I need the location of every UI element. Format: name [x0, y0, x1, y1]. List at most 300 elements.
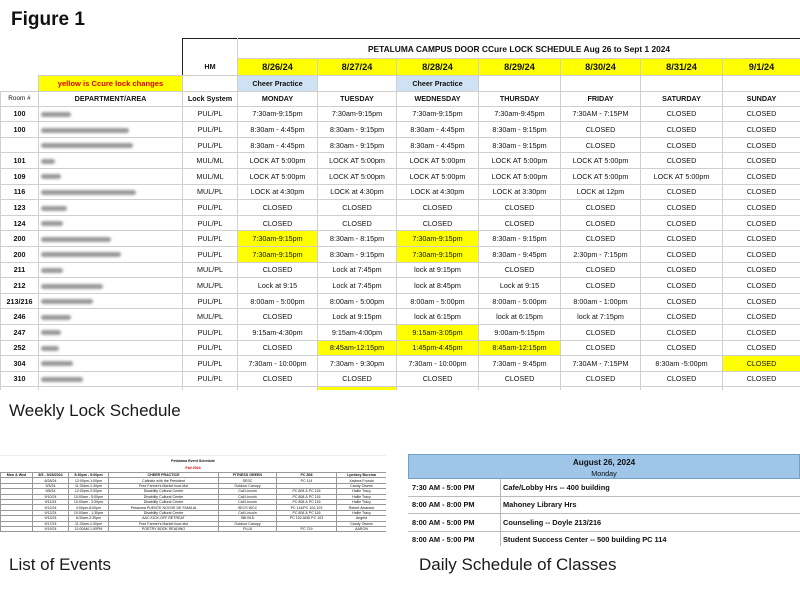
- day-header: SATURDAY: [641, 91, 723, 106]
- daily-date: August 26, 2024: [572, 458, 636, 467]
- event-cell: Free Farmer's Market food dist: [109, 521, 219, 526]
- event-cell: [1, 526, 33, 531]
- day-header: FRIDAY: [561, 91, 641, 106]
- redacted-text: [41, 268, 63, 273]
- schedule-cell: CLOSED: [723, 309, 800, 325]
- date-header: 8/30/24: [561, 59, 641, 76]
- schedule-cell: CLOSED: [561, 200, 641, 216]
- redacted-text: [41, 237, 111, 242]
- schedule-cell: [183, 387, 238, 390]
- schedule-cell: CLOSED: [238, 371, 318, 387]
- caption-weekly: Weekly Lock Schedule: [9, 401, 181, 420]
- schedule-cell: 7:30am - 9:45pm: [479, 356, 561, 372]
- redacted-text: [41, 112, 71, 117]
- event-cell: 9/17/24: [33, 521, 69, 526]
- event-cell: SECS WCC: [219, 505, 277, 510]
- lock-system: MUL/ML: [183, 168, 238, 184]
- schedule-cell: CLOSED: [318, 200, 397, 216]
- caption-events: List of Events: [9, 555, 112, 574]
- day-header: TUESDAY: [318, 91, 397, 106]
- daily-description: Cafe/Lobby Hrs -- 400 building: [503, 482, 610, 492]
- event-cell: Hallie Tracy: [337, 499, 387, 504]
- room-number: [1, 137, 39, 153]
- schedule-cell: CLOSED: [561, 262, 641, 278]
- schedule-cell: CLOSED: [641, 293, 723, 309]
- schedule-cell: 8:30am - 4:45pm: [397, 137, 479, 153]
- room-number: 116: [1, 184, 39, 200]
- event-cell: SBI BLD: [219, 516, 277, 521]
- event-cell: 10:00am - 1:30pm: [69, 510, 109, 515]
- schedule-cell: lock at 9:15pm: [397, 262, 479, 278]
- lock-system: PUL/PL: [183, 371, 238, 387]
- daily-schedule-thumbnail: [408, 454, 800, 546]
- schedule-cell: 8:30am - 4:45pm: [238, 137, 318, 153]
- room-number: 200: [1, 231, 39, 247]
- schedule-cell: 7:30AM - 7:15PM: [561, 106, 641, 122]
- schedule-table: [0, 38, 800, 390]
- event-cell: 12:00pm-2:00pm: [69, 489, 109, 494]
- event-cell: 10:00am - 5:00pm: [69, 494, 109, 499]
- event-cell: Cafecito with the President: [109, 478, 219, 483]
- schedule-cell: CLOSED: [561, 278, 641, 294]
- schedule-cell: CLOSED: [479, 215, 561, 231]
- event-cell: PC 114: [277, 478, 337, 483]
- redacted-text: [41, 159, 55, 164]
- schedule-cell: CLOSED: [723, 137, 800, 153]
- room-number: 252: [1, 340, 39, 356]
- table-row: [1, 278, 800, 294]
- event-cell: Candy Owens: [337, 483, 387, 488]
- lock-system: PUL/PL: [183, 246, 238, 262]
- schedule-cell: LOCK AT 5:00pm: [397, 168, 479, 184]
- schedule-cell: 8:45am-12:15pm: [318, 340, 397, 356]
- schedule-cell: LOCK AT 5:00pm: [561, 168, 641, 184]
- schedule-cell: [318, 387, 397, 390]
- event-cell: PC 808 & PC 116: [277, 489, 337, 494]
- schedule-cell: CLOSED: [641, 246, 723, 262]
- schedule-cell: LOCK AT 5:00pm: [641, 168, 723, 184]
- schedule-cell: LOCK AT 5:00pm: [318, 153, 397, 169]
- event-cell: CHEER PRACTICE: [109, 473, 219, 478]
- event-cell: PC 808 & PC 116: [277, 499, 337, 504]
- schedule-cell: CLOSED: [641, 231, 723, 247]
- schedule-cell: CLOSED: [561, 231, 641, 247]
- lock-system: PUL/PL: [183, 340, 238, 356]
- schedule-cell: 8:30am -5:00pm: [641, 356, 723, 372]
- day-header: THURSDAY: [479, 91, 561, 106]
- event-cell: Candy Owens: [337, 521, 387, 526]
- schedule-cell: 7:30am - 10:00pm: [238, 356, 318, 372]
- schedule-cell: 7:30am-9:15pm: [397, 231, 479, 247]
- lock-system: PUL/PL: [183, 356, 238, 372]
- lock-system: MUL/ML: [183, 153, 238, 169]
- department-redacted: [39, 137, 183, 153]
- schedule-cell: LOCK at 12pm: [561, 184, 641, 200]
- room-number: 247: [1, 324, 39, 340]
- schedule-cell: 8:30am - 9:15pm: [479, 122, 561, 138]
- schedule-cell: CLOSED: [318, 371, 397, 387]
- event-cell: Hallie Tracy: [337, 494, 387, 499]
- schedule-cell: CLOSED: [641, 262, 723, 278]
- event-row: [1, 526, 387, 531]
- event-cell: Robert Alvarado: [337, 505, 387, 510]
- table-row: [1, 371, 800, 387]
- schedule-cell: CLOSED: [641, 371, 723, 387]
- schedule-cell: CLOSED: [723, 184, 800, 200]
- date-header: 8/27/24: [318, 59, 397, 76]
- schedule-cell: [723, 387, 800, 390]
- schedule-cell: [397, 387, 479, 390]
- department-redacted: [39, 309, 183, 325]
- redacted-text: [41, 377, 83, 382]
- schedule-cell: lock at 6:15pm: [479, 309, 561, 325]
- department-redacted: [39, 324, 183, 340]
- department-redacted: [39, 215, 183, 231]
- schedule-cell: CLOSED: [723, 231, 800, 247]
- lock-system: PUL/PL: [183, 122, 238, 138]
- event-cell: 9/12/24: [33, 505, 69, 510]
- table-row: [1, 324, 800, 340]
- daily-row: [408, 497, 800, 515]
- legend-note: yellow is Ccure lock changes: [39, 76, 183, 92]
- event-cell: Disability Cultural Center: [109, 510, 219, 515]
- department-redacted: [39, 106, 183, 122]
- lock-system: PUL/PL: [183, 200, 238, 216]
- department-redacted: [39, 122, 183, 138]
- department-redacted: [39, 371, 183, 387]
- table-row: [1, 262, 800, 278]
- table-row: [1, 200, 800, 216]
- schedule-cell: CLOSED: [238, 262, 318, 278]
- room-number: 213/216: [1, 293, 39, 309]
- event-cell: Call Lincoln: [219, 499, 277, 504]
- event-cell: 4:00pm-8:00pm: [69, 505, 109, 510]
- redacted-text: [41, 284, 103, 289]
- daily-description: Mahoney Library Hrs: [503, 500, 577, 510]
- table-row: [1, 231, 800, 247]
- cheer-practice-label: Cheer Practice: [238, 76, 318, 92]
- weekly-lock-schedule-table: [0, 38, 800, 390]
- schedule-cell: LOCK at 3:30pm: [479, 184, 561, 200]
- event-cell: PC 808 & PC 116: [277, 494, 337, 499]
- schedule-cell: 8:30am - 4:45pm: [397, 122, 479, 138]
- room-number: 109: [1, 168, 39, 184]
- schedule-cell: 8:30am - 9:15pm: [318, 122, 397, 138]
- schedule-cell: 2:30pm - 7:15pm: [561, 246, 641, 262]
- date-header: 8/29/24: [479, 59, 561, 76]
- redacted-text: [41, 346, 59, 351]
- events-subtitle: Fall 2024: [185, 466, 201, 470]
- col-dept-header: DEPARTMENT/AREA: [39, 91, 183, 106]
- event-cell: 12:00pm-1:00pm: [69, 478, 109, 483]
- schedule-cell: LOCK AT 5:00pm: [479, 168, 561, 184]
- schedule-cell: CLOSED: [641, 200, 723, 216]
- table-row: [1, 122, 800, 138]
- department-redacted: [39, 278, 183, 294]
- schedule-cell: CLOSED: [397, 215, 479, 231]
- schedule-cell: 7:30am-9:15pm: [238, 106, 318, 122]
- schedule-cell: LOCK AT 5:00pm: [318, 168, 397, 184]
- event-cell: 11:30am-1:30pm: [69, 521, 109, 526]
- schedule-cell: 8:00am - 1:00pm: [561, 293, 641, 309]
- schedule-cell: CLOSED: [723, 356, 800, 372]
- schedule-cell: LOCK AT 5:00pm: [238, 168, 318, 184]
- schedule-cell: 9:00am-5:15pm: [479, 324, 561, 340]
- event-cell: AARON: [337, 526, 387, 531]
- figure-title: Figure 1: [11, 9, 85, 30]
- events-title: Petaluma Event Schedule: [171, 459, 215, 463]
- schedule-cell: CLOSED: [723, 293, 800, 309]
- event-cell: Hallie Tracy: [337, 510, 387, 515]
- daily-description: Counseling -- Doyle 213/216: [503, 517, 602, 527]
- schedule-title: PETALUMA CAMPUS DOOR CCure LOCK SCHEDULE Aug 26 to Sept 1 2024: [238, 39, 800, 59]
- schedule-cell: 7:30am-9:15pm: [397, 106, 479, 122]
- schedule-cell: CLOSED: [479, 262, 561, 278]
- daily-time: 7:30 AM - 5:00 PM: [408, 479, 501, 496]
- event-cell: 9/3/24: [33, 483, 69, 488]
- table-row: [1, 137, 800, 153]
- schedule-cell: CLOSED: [397, 371, 479, 387]
- schedule-cell: CLOSED: [397, 200, 479, 216]
- schedule-cell: 8:30am - 9:15pm: [318, 137, 397, 153]
- event-cell: Xaviera Frondo: [337, 478, 387, 483]
- event-cell: 5:30pm - 9:00pm: [69, 473, 109, 478]
- daily-row: [408, 532, 800, 547]
- room-number: 246: [1, 309, 39, 325]
- department-redacted: [39, 293, 183, 309]
- event-cell: 11:00AM-1:00PM: [69, 526, 109, 531]
- table-row: [1, 168, 800, 184]
- schedule-cell: LOCK AT 5:00pm: [238, 153, 318, 169]
- table-row: [1, 356, 800, 372]
- table-row: [1, 184, 800, 200]
- schedule-cell: 7:30AM - 7:15PM: [561, 356, 641, 372]
- schedule-cell: LOCK AT 5:00pm: [561, 153, 641, 169]
- daily-day: Monday: [591, 469, 617, 478]
- event-cell: Petaluma PUENTE NOCHE DE FAMILIA: [109, 505, 219, 510]
- schedule-cell: CLOSED: [723, 200, 800, 216]
- event-cell: 9/19/24: [33, 526, 69, 531]
- schedule-cell: 9:15am-3:05pm: [397, 324, 479, 340]
- room-number: 200: [1, 246, 39, 262]
- schedule-cell: LOCK at 4:30pm: [397, 184, 479, 200]
- table-row: [1, 246, 800, 262]
- schedule-cell: Lock at 9:15: [479, 278, 561, 294]
- hm-label: HM: [183, 59, 238, 76]
- event-cell: Angela: [337, 516, 387, 521]
- schedule-cell: CLOSED: [723, 215, 800, 231]
- event-cell: Call Lincoln: [219, 510, 277, 515]
- schedule-cell: lock at 6:15pm: [397, 309, 479, 325]
- event-cell: PC 719: [277, 526, 337, 531]
- event-cell: Outdoor Canopy: [219, 483, 277, 488]
- schedule-cell: CLOSED: [238, 309, 318, 325]
- event-cell: SESC: [219, 478, 277, 483]
- department-redacted: [39, 184, 183, 200]
- cheer-practice-label: Cheer Practice: [397, 76, 479, 92]
- schedule-cell: CLOSED: [561, 122, 641, 138]
- events-table: [0, 472, 386, 532]
- schedule-cell: 8:00am - 5:00pm: [397, 293, 479, 309]
- room-number: 211: [1, 262, 39, 278]
- schedule-cell: CLOSED: [641, 278, 723, 294]
- schedule-cell: 7:30am-9:15pm: [238, 246, 318, 262]
- schedule-cell: CLOSED: [561, 340, 641, 356]
- department-redacted: [39, 262, 183, 278]
- schedule-cell: [39, 387, 183, 390]
- schedule-cell: CLOSED: [561, 324, 641, 340]
- day-header: MONDAY: [238, 91, 318, 106]
- event-cell: PC 808 & PC 116: [277, 510, 337, 515]
- schedule-cell: 1:45pm-4:45pm: [397, 340, 479, 356]
- schedule-cell: 8:30am - 9:45pm: [479, 246, 561, 262]
- schedule-cell: CLOSED: [723, 168, 800, 184]
- schedule-cell: CLOSED: [641, 340, 723, 356]
- daily-time: 8:00 AM - 8:00 PM: [408, 497, 501, 514]
- daily-time: 8:00 AM - 5:00 PM: [408, 532, 501, 547]
- daily-row: [408, 514, 800, 532]
- col-room-header: Room #: [1, 91, 39, 106]
- schedule-cell: CLOSED: [641, 106, 723, 122]
- event-cell: AAC KICK-OFF RETREAT: [109, 516, 219, 521]
- day-header: WEDNESDAY: [397, 91, 479, 106]
- schedule-cell: CLOSED: [561, 137, 641, 153]
- department-redacted: [39, 200, 183, 216]
- schedule-cell: Lock at 9:15pm: [318, 309, 397, 325]
- schedule-cell: [238, 387, 318, 390]
- schedule-cell: CLOSED: [479, 371, 561, 387]
- lock-system: MUL/PL: [183, 184, 238, 200]
- schedule-cell: CLOSED: [723, 246, 800, 262]
- schedule-cell: 8:30am - 9:15pm: [318, 246, 397, 262]
- event-cell: FITNESS GREEN: [219, 473, 277, 478]
- schedule-cell: CLOSED: [318, 215, 397, 231]
- department-redacted: [39, 356, 183, 372]
- schedule-cell: LOCK at 4:30pm: [238, 184, 318, 200]
- schedule-cell: 7:30am-9:15pm: [318, 106, 397, 122]
- event-cell: Disability Cultural Center: [109, 499, 219, 504]
- schedule-cell: 8:45am-12:15pm: [479, 340, 561, 356]
- event-cell: PC 114/PC 102,103: [277, 505, 337, 510]
- day-header: SUNDAY: [723, 91, 800, 106]
- table-row: [1, 106, 800, 122]
- daily-description: Student Success Center -- 500 building PC 114: [503, 535, 667, 545]
- redacted-text: [41, 252, 121, 257]
- caption-daily: Daily Schedule of Classes: [419, 555, 617, 574]
- event-cell: 9/13/24: [33, 516, 69, 521]
- lock-system: PUL/PL: [183, 215, 238, 231]
- redacted-text: [41, 361, 73, 366]
- lock-system: PUL/PL: [183, 106, 238, 122]
- schedule-cell: 8:30am - 8:15pm: [318, 231, 397, 247]
- date-header: 8/26/24: [238, 59, 318, 76]
- col-lock-header: Lock System: [183, 91, 238, 106]
- schedule-cell: 7:30am - 10:00pm: [397, 356, 479, 372]
- schedule-cell: Lock at 7:45pm: [318, 278, 397, 294]
- schedule-cell: [641, 387, 723, 390]
- schedule-cell: CLOSED: [641, 324, 723, 340]
- lock-system: PUL/PL: [183, 293, 238, 309]
- event-cell: PLLB: [219, 526, 277, 531]
- table-row: [1, 387, 800, 390]
- schedule-cell: CLOSED: [238, 215, 318, 231]
- room-number: 124: [1, 215, 39, 231]
- event-cell: 8/28/24: [33, 478, 69, 483]
- schedule-cell: 7:30am-9:45pm: [479, 106, 561, 122]
- room-number: 100: [1, 106, 39, 122]
- schedule-cell: 7:30am - 9:30pm: [318, 356, 397, 372]
- event-cell: Disability Cultural Center: [109, 494, 219, 499]
- event-cell: 8:30am-2:30pm: [69, 516, 109, 521]
- schedule-cell: CLOSED: [723, 324, 800, 340]
- department-redacted: [39, 340, 183, 356]
- department-redacted: [39, 231, 183, 247]
- room-number: 212: [1, 278, 39, 294]
- table-row: [1, 293, 800, 309]
- schedule-cell: 8:00am - 5:00pm: [318, 293, 397, 309]
- redacted-text: [41, 143, 133, 148]
- event-cell: Free Farmer's Market food dist: [109, 483, 219, 488]
- department-redacted: [39, 246, 183, 262]
- lock-system: PUL/PL: [183, 137, 238, 153]
- lock-system: MUL/PL: [183, 262, 238, 278]
- daily-row: [408, 479, 800, 497]
- date-header: 8/28/24: [397, 59, 479, 76]
- redacted-text: [41, 206, 67, 211]
- schedule-cell: [561, 387, 641, 390]
- event-cell: Outdoor Canopy: [219, 521, 277, 526]
- room-number: 310: [1, 371, 39, 387]
- event-cell: 9/12/24: [33, 510, 69, 515]
- department-redacted: [39, 153, 183, 169]
- lock-system: MUL/PL: [183, 309, 238, 325]
- event-cell: 11:30am-1:30pm: [69, 483, 109, 488]
- redacted-text: [41, 315, 71, 320]
- schedule-cell: CLOSED: [723, 106, 800, 122]
- room-number: 100: [1, 122, 39, 138]
- schedule-cell: CLOSED: [723, 340, 800, 356]
- schedule-cell: 9:15am-4:30pm: [238, 324, 318, 340]
- schedule-cell: Lock at 9:15: [238, 278, 318, 294]
- lock-system: MUL/PL: [183, 278, 238, 294]
- event-cell: 10:00am - 3:30pm: [69, 499, 109, 504]
- event-cell: Hallie Tracy: [337, 489, 387, 494]
- table-row: [1, 340, 800, 356]
- department-redacted: [39, 168, 183, 184]
- event-cell: Mon & Wed: [1, 473, 33, 478]
- room-number: 304: [1, 356, 39, 372]
- event-cell: POETRY BOOK READING: [109, 526, 219, 531]
- event-cell: 9/11/24: [33, 499, 69, 504]
- schedule-cell: lock at 7:15pm: [561, 309, 641, 325]
- schedule-cell: 8:30am - 4:45pm: [238, 122, 318, 138]
- event-cell: Call Lincoln: [219, 489, 277, 494]
- event-cell: Call Lincoln: [219, 494, 277, 499]
- schedule-cell: CLOSED: [561, 215, 641, 231]
- event-cell: Lyndsey Burcina: [337, 473, 387, 478]
- schedule-cell: 7:30am-9:15pm: [238, 231, 318, 247]
- schedule-cell: CLOSED: [479, 200, 561, 216]
- schedule-cell: 8:00am - 5:00pm: [479, 293, 561, 309]
- redacted-text: [41, 330, 61, 335]
- schedule-cell: CLOSED: [641, 184, 723, 200]
- event-cell: PC 808: [277, 473, 337, 478]
- events-thumbnail: [0, 455, 386, 543]
- lock-system: PUL/PL: [183, 324, 238, 340]
- lock-system: PUL/PL: [183, 231, 238, 247]
- daily-header: [408, 454, 800, 479]
- table-row: [1, 153, 800, 169]
